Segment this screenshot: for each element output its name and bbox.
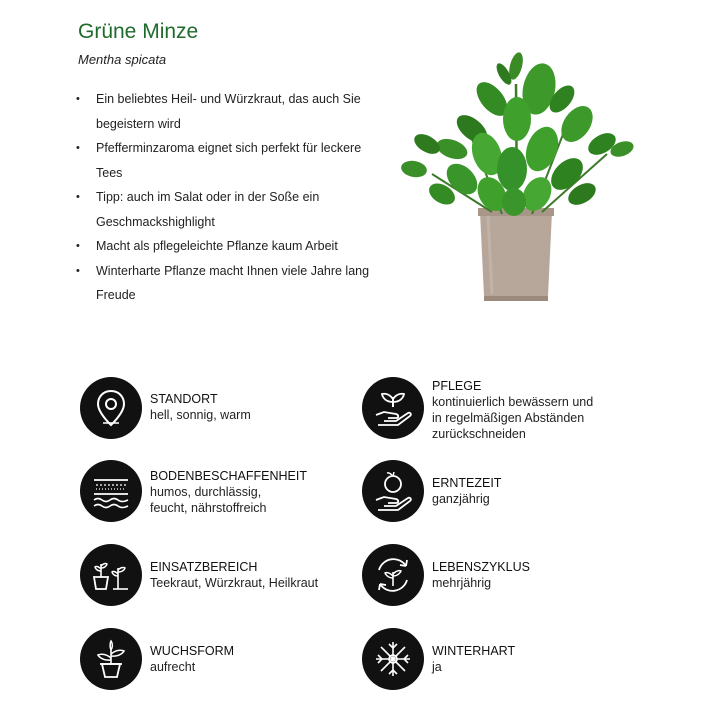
product-image <box>392 44 642 309</box>
hand-sprout-icon <box>362 377 424 439</box>
feature-value-line: humos, durchlässig, <box>150 485 262 499</box>
feature-boden <box>80 460 380 524</box>
feature-value-line: zurückschneiden <box>432 427 526 441</box>
bullet-item <box>76 136 376 185</box>
bullet-marker: • <box>76 191 80 203</box>
bullet-marker: • <box>76 93 80 105</box>
feature-title: LEBENSZYKLUS <box>432 560 530 574</box>
feature-wuchsform <box>80 628 380 692</box>
feature-value-line: in regelmäßigen Abständen <box>432 411 585 425</box>
feature-einsatzbereich <box>80 544 380 608</box>
feature-title: EINSATZBEREICH <box>150 560 258 574</box>
bullet-marker: • <box>76 264 80 277</box>
soil-layers-icon <box>80 460 142 522</box>
feature-standort <box>80 377 380 441</box>
bullet-text: Ein beliebtes Heil- und Würzkraut, das auch Sie begeistern wird <box>96 92 361 131</box>
feature-bullet-list <box>76 87 376 308</box>
feature-value: hell, sonnig, warm <box>150 408 251 422</box>
feature-value-line: kontinuierlich bewässern und <box>432 395 594 409</box>
feature-value: ja <box>432 660 442 674</box>
feature-value: ganzjährig <box>432 492 490 506</box>
bullet-text: Macht als pflegeleichte Pflanze kaum Arbeit <box>96 239 338 253</box>
feature-erntezeit <box>362 460 662 524</box>
pot <box>478 208 554 301</box>
feature-title: WINTERHART <box>432 644 516 658</box>
feature-title: BODENBESCHAFFENHEIT <box>150 469 307 483</box>
cycle-sprout-icon <box>362 544 424 606</box>
bullet-text: Winterharte Pflanze macht Ihnen viele Jahre lang Freude <box>96 263 370 302</box>
feature-lebenszyklus <box>362 544 662 608</box>
potted-plant-icon <box>80 628 142 690</box>
bullet-item <box>76 87 376 136</box>
bullet-text: Tipp: auch im Salat oder in der Soße ein Geschmackshighlight <box>96 190 320 229</box>
product-title: Grüne Minze <box>78 20 199 43</box>
feature-value: aufrecht <box>150 660 196 674</box>
location-pin-icon <box>80 377 142 439</box>
mint-leaves <box>400 51 636 216</box>
latin-name: Mentha spicata <box>78 52 167 67</box>
feature-title: ERNTEZEIT <box>432 476 502 490</box>
feature-value: mehrjährig <box>432 576 492 590</box>
feature-title: PFLEGE <box>432 379 482 393</box>
bullet-text: Pfefferminzaroma eignet sich perfekt für leckere Tees <box>96 141 362 180</box>
bullet-item <box>76 259 376 308</box>
bullet-marker: • <box>76 240 80 252</box>
bullet-marker: • <box>76 142 80 154</box>
bullet-item <box>76 185 376 234</box>
feature-value: Teekraut, Würzkraut, Heilkraut <box>150 576 319 590</box>
feature-title: WUCHSFORM <box>150 644 235 658</box>
hand-fruit-icon <box>362 460 424 522</box>
feature-title: STANDORT <box>150 392 218 406</box>
feature-winterhart <box>362 628 662 692</box>
potted-plants-icon <box>80 544 142 606</box>
snowflake-icon <box>362 628 424 690</box>
bullet-item <box>76 234 376 259</box>
feature-pflege <box>362 377 662 441</box>
feature-value-line: feucht, nährstoffreich <box>150 501 267 515</box>
